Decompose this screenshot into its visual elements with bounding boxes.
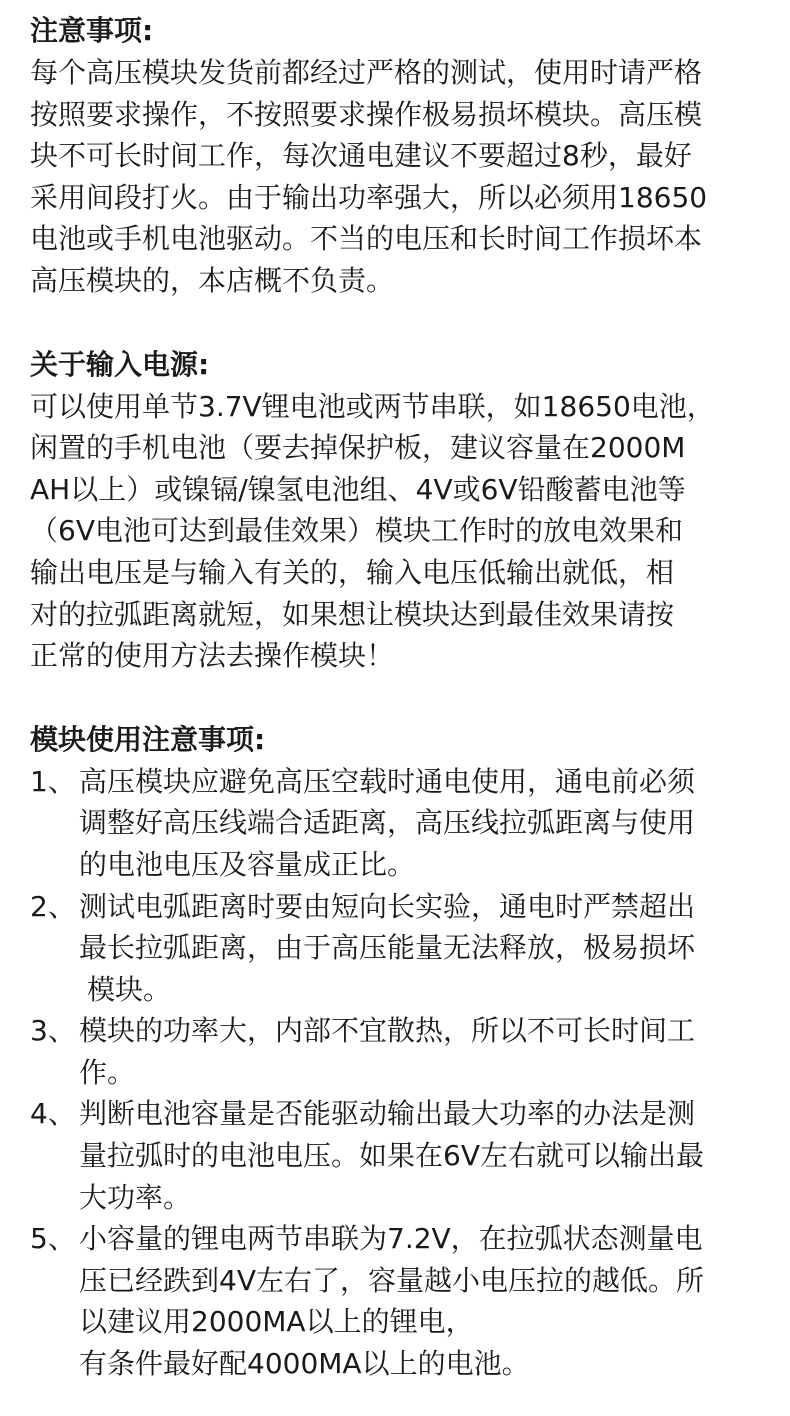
- list-item-text: 判断电池容量是否能驱动输出最大功率的办法是测: [79, 1097, 696, 1131]
- list-item-text: 压已经跌到4V左右了，容量越小电压拉的越低。所: [79, 1263, 704, 1297]
- section-power-input: [30, 344, 775, 677]
- list-item: [30, 886, 775, 1011]
- paragraph-line: （6V电池可达到最佳效果）模块工作时的放电效果和: [30, 514, 683, 548]
- section-heading: 模块使用注意事项:: [30, 722, 266, 756]
- section-gap: [30, 302, 775, 344]
- list-item-number: 2、: [30, 889, 76, 923]
- list-item-text: 量拉弧时的电池电压。如果在6V左右就可以输出最: [79, 1139, 704, 1173]
- list-item-text: 测试电弧距离时要由短向长实验，通电时严禁超出: [79, 889, 696, 923]
- list-item-text: 模块的功率大，内部不宜散热，所以不可长时间工: [79, 1014, 696, 1048]
- list-item-number: 3、: [30, 1014, 76, 1048]
- list-item-text: 的电池电压及容量成正比。: [79, 847, 416, 881]
- section-gap: [30, 677, 775, 719]
- list-item: [30, 761, 775, 886]
- list-item-text: 最长拉弧距离，由于高压能量无法释放，极易损坏: [79, 931, 696, 965]
- paragraph-line: 块不可长时间工作，每次通电建议不要超过8秒，最好: [30, 139, 692, 173]
- paragraph-line: 可以使用单节3.7V锂电池或两节串联，如18650电池，: [30, 389, 715, 423]
- list-item-text: 有条件最好配4000MA以上的电池。: [79, 1347, 530, 1381]
- paragraph-line: 采用间段打火。由于输出功率强大，所以必须用18650: [30, 180, 708, 214]
- list-item: [30, 1093, 775, 1218]
- paragraph-line: 正常的使用方法去操作模块！: [30, 639, 395, 673]
- list-item-text: 作。: [79, 1055, 136, 1089]
- list-item-text: 调整好高压线端合适距离，高压线拉弧距离与使用: [79, 806, 696, 840]
- list-item: [30, 1218, 775, 1384]
- paragraph-line: 对的拉弧距离就短，如果想让模块达到最佳效果请按: [30, 597, 675, 631]
- paragraph-line: 高压模块的，本店概不负责。: [30, 263, 395, 297]
- list-item-number: 1、: [30, 764, 76, 798]
- paragraph-line: AH以上）或镍镉/镍氢电池组、4V或6V铅酸蓄电池等: [30, 472, 686, 506]
- document-page: [30, 10, 775, 1385]
- list-item-text: 以建议用2000MA以上的锂电，: [79, 1305, 474, 1339]
- section-heading: 注意事项:: [30, 14, 154, 47]
- section-usage-notes: [30, 719, 775, 1385]
- list-item-text: 大功率。: [79, 1180, 192, 1214]
- list-item-number: 4、: [30, 1097, 76, 1131]
- section-notice: [30, 10, 775, 302]
- paragraph-line: 电池或手机电池驱动。不当的电压和长时间工作损坏本: [30, 222, 703, 256]
- list-item-number: 5、: [30, 1222, 76, 1256]
- paragraph-line: 输出电压是与输入有关的，输入电压低输出就低，相: [30, 555, 675, 589]
- list-item-text: 高压模块应避免高压空载时通电使用，通电前必须: [79, 764, 696, 798]
- paragraph-line: 闲置的手机电池（要去掉保护板，建议容量在2000M: [30, 431, 686, 465]
- list-item: [30, 1010, 775, 1093]
- section-heading: 关于输入电源:: [30, 347, 210, 381]
- list-item-text: 模块。: [87, 972, 172, 1006]
- paragraph-line: 按照要求操作，不按照要求操作极易损坏模块。高压模: [30, 97, 703, 131]
- list-item-text: 小容量的锂电两节串联为7.2V，在拉弧状态测量电: [79, 1222, 703, 1256]
- paragraph-line: 每个高压模块发货前都经过严格的测试，使用时请严格: [30, 56, 703, 89]
